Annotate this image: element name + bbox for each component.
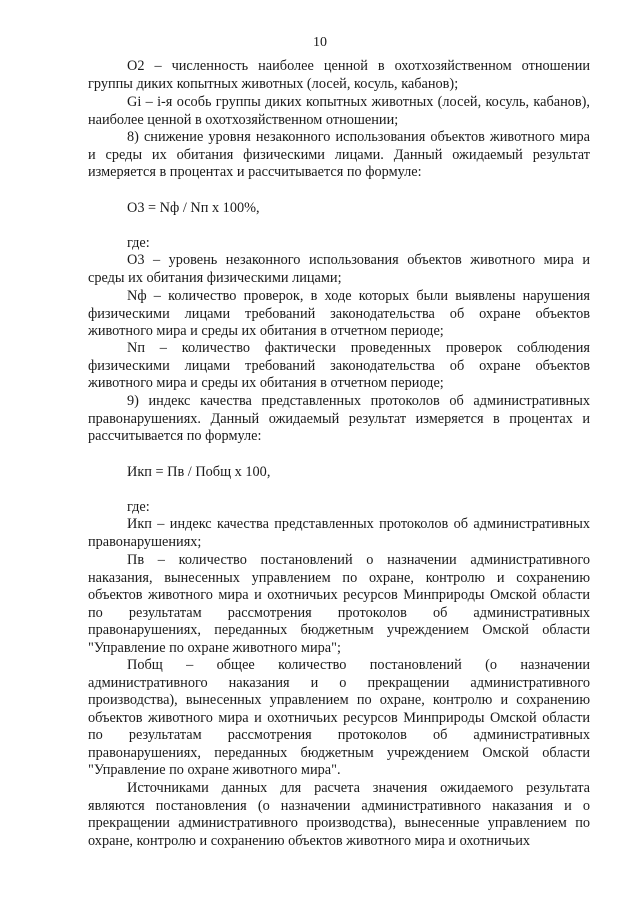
page-number: 10 [313, 35, 327, 50]
paragraph-item-8: 8) снижение уровня незаконного использования объектов животного мира и среды их обитания физическими лицами. Данный ожидаемый результат измеряется в процентах и рассчитывается по формуле: [88, 129, 590, 180]
paragraph-data-sources: Источниками данных для расчета значения ожидаемого результата являются постановления (о назначении административного наказания и о прекращении административного производства), вынесенные управлением по охране, контролю и сохранению объектов животного мира и охотничьих [88, 780, 590, 849]
paragraph-np-definition: Nп – количество фактически проведенных проверок соблюдения физическими лицами требований законодательства об охране объектов животного мира и среды их обитания в отчетном периоде; [88, 340, 590, 391]
formula-ikp: Икп = Пв / Побщ х 100, [127, 464, 271, 480]
paragraph-gi-definition: Gi – i-я особь группы диких копытных животных (лосей, косуль, кабанов), наиболее ценной в охотхозяйственном отношении; [88, 94, 590, 128]
paragraph-nf-definition: Nф – количество проверок, в ходе которых были выявлены нарушения физическими лицами требований законодательства об охране объектов животного мира и среды их обитания в отчетном периоде; [88, 288, 590, 339]
paragraph-pobshch-definition: Побщ – общее количество постановлений (о назначении административного наказания и о прекращении административного производства), вынесенных управлением по охране, контролю и сохранению объектов животного мира и охотничьих ресурсов Минприроды Омской области по результатам рассмотрения протоколов об административных правонарушениях, переданных бюджетным учреждением Омской области "Управление по охране животного мира". [88, 657, 590, 778]
paragraph-ikp-definition: Икп – индекс качества представленных протоколов об административных правонарушениях; [88, 516, 590, 550]
paragraph-o2-definition: О2 – численность наиболее ценной в охотхозяйственном отношении группы диких копытных животных (лосей, косуль, кабанов); [88, 58, 590, 92]
paragraph-pv-definition: Пв – количество постановлений о назначении административного наказания, вынесенных управлением по охране, контролю и сохранению объектов животного мира и охотничьих ресурсов Минприроды Омской области по результатам рассмотрения протоколов об административных правонарушениях, переданных бюджетным учреждением Омской области "Управление по охране животного мира"; [88, 552, 590, 656]
where-label-1: где: [127, 235, 150, 251]
where-label-2: где: [127, 499, 150, 515]
paragraph-item-9: 9) индекс качества представленных протоколов об административных правонарушениях. Данный ожидаемый результат измеряется в процентах и рассчитывается по формуле: [88, 393, 590, 444]
formula-o3: О3 = Nф / Nп х 100%, [127, 200, 260, 216]
paragraph-o3-definition: О3 – уровень незаконного использования объектов животного мира и среды их обитания физическими лицами; [88, 252, 590, 286]
